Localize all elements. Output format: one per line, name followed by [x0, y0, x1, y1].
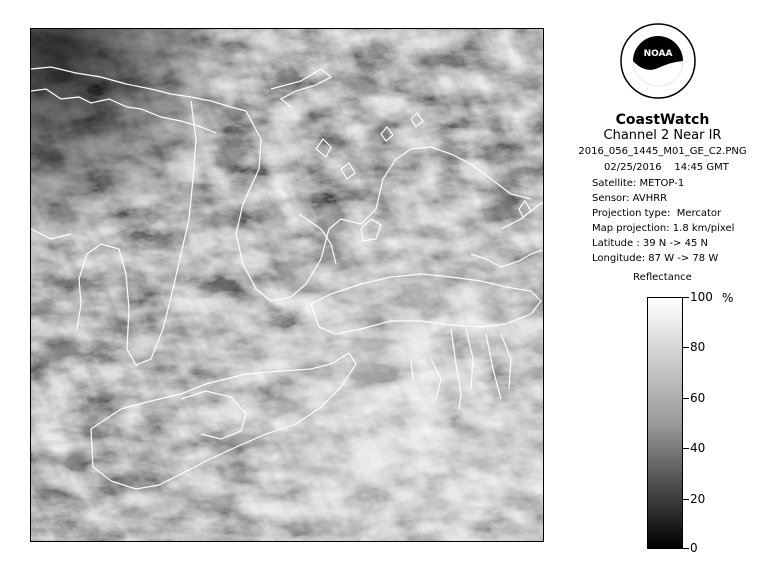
scale-tick-label: 60 — [690, 391, 706, 405]
channel-subtitle: Channel 2 Near IR — [603, 128, 722, 143]
latitude-range: Latitude : 39 N -> 45 N — [592, 238, 708, 249]
scale-tick-label: 80 — [690, 340, 706, 354]
image-filename: 2016_056_1445_M01_GE_C2.PNG — [578, 146, 747, 157]
scale-tick — [683, 297, 689, 298]
scale-tick-label: 40 — [690, 441, 706, 455]
sensor-name: Sensor: AVHRR — [592, 193, 668, 204]
reflectance-colorbar — [647, 297, 683, 549]
satellite-image — [30, 28, 544, 542]
logo-text: NOAA — [643, 49, 673, 59]
map-projection: Map projection: 1.8 km/pixel — [592, 223, 735, 234]
scale-tick — [683, 548, 689, 549]
scale-tick — [683, 448, 689, 449]
longitude-range: Longitude: 87 W -> 78 W — [592, 253, 719, 264]
dark-land-region — [31, 29, 544, 542]
scale-tick-label: 20 — [690, 492, 706, 506]
image-datetime: 02/25/2016 14:45 GMT — [604, 162, 729, 173]
scale-tick — [683, 398, 689, 399]
scale-tick — [683, 499, 689, 500]
scale-tick-label: 100 — [690, 290, 713, 304]
scale-tick — [683, 347, 689, 348]
satellite-imagery-svg — [31, 29, 544, 542]
scale-tick-label: 0 — [690, 541, 698, 555]
satellite-name: Satellite: METOP-1 — [592, 178, 685, 189]
scale-label: Reflectance — [633, 272, 692, 283]
scale-unit: % — [722, 291, 734, 305]
projection-type: Projection type: Mercator — [592, 208, 722, 219]
product-title: CoastWatch — [615, 112, 710, 128]
